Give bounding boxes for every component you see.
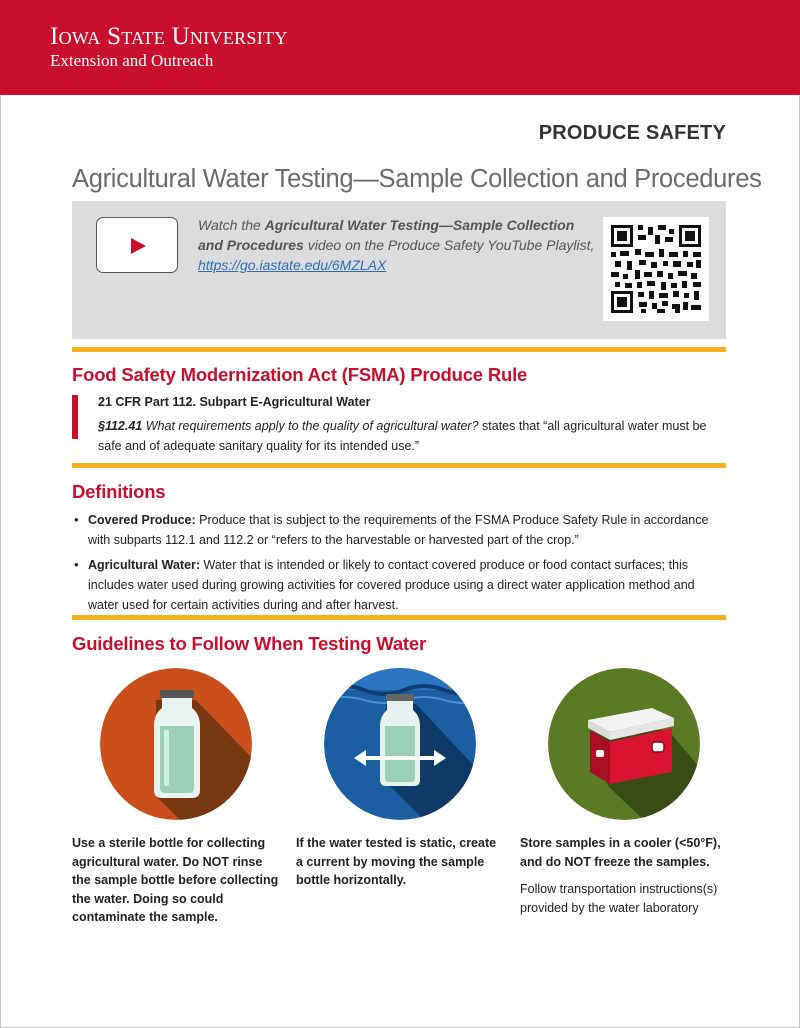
definition-text: Water that is intended or likely to contact covered produce or food contact surfaces; this includes water used during growing activities for covered produce using a direct water application method and water used for certain activities during and after harvest.: [88, 558, 695, 612]
video-link[interactable]: https://go.iastate.edu/6MZLAX: [198, 257, 387, 273]
guideline-caption: Store samples in a cooler (<50°F), and do NOT freeze the samples.: [520, 836, 721, 869]
category-label: PRODUCE SAFETY: [538, 122, 726, 144]
video-middle: video on the Produce Safety YouTube Playlist,: [303, 237, 595, 253]
guideline-note: Follow transportation instructions(s) provided by the water laboratory: [520, 882, 718, 915]
guideline-caption: Use a sterile bottle for collecting agricultural water. Do NOT rinse the sample bottle before collecting the water. Doing so could contaminate the sample.: [72, 836, 279, 924]
play-icon: [129, 237, 147, 255]
university-logo-text[interactable]: Iowa State University: [50, 23, 288, 50]
definition-text: Produce that is subject to the requirements of the FSMA Produce Safety Rule in accordance with subparts 112.1 and 112.2 or “refers to the harvestable or harvested part of the crop.”: [88, 513, 709, 547]
regulation-citation: 21 CFR Part 112. Subpart E-Agricultural Water: [98, 395, 371, 409]
definitions-list: [72, 510, 728, 620]
video-name: Agricultural Water Testing—Sample Collection and Procedures: [198, 217, 575, 253]
list-item: [72, 555, 728, 615]
definition-term: Covered Produce:: [88, 513, 196, 527]
regulation-question: What requirements apply to the quality of agricultural water?: [142, 419, 479, 433]
fsma-heading: Food Safety Modernization Act (FSMA) Produce Rule: [72, 364, 528, 385]
guideline-caption: If the water tested is static, create a current by moving the sample bottle horizontally.: [296, 836, 497, 887]
regulation-accent-bar: [72, 395, 78, 439]
section-reference: §112.41: [98, 419, 143, 433]
video-prefix: Watch the: [198, 217, 265, 233]
video-description: [198, 215, 598, 275]
header-banner: [0, 0, 800, 95]
divider-rule: [72, 347, 726, 352]
divider-rule: [72, 615, 726, 620]
cooler-icon: [548, 668, 700, 820]
qr-code[interactable]: [603, 217, 709, 321]
video-play-button[interactable]: [96, 217, 178, 273]
definitions-heading: Definitions: [72, 481, 166, 502]
qr-code-icon: [611, 225, 701, 313]
video-callout: [72, 201, 726, 339]
regulation-statement: [98, 416, 718, 456]
sterile-bottle-icon: [100, 668, 252, 820]
regulation-quote: states that “all agricultural water must be safe and of adequate sanitary quality for its intended use.”: [98, 419, 707, 453]
extension-subtitle: Extension and Outreach: [50, 51, 214, 70]
page-title: Agricultural Water Testing—Sample Collection and Procedures: [72, 165, 762, 193]
definition-term: Agricultural Water:: [88, 558, 201, 572]
list-item: [72, 510, 728, 550]
bottle-in-water-icon: [324, 668, 476, 820]
guidelines-heading: Guidelines to Follow When Testing Water: [72, 633, 426, 654]
divider-rule: [72, 463, 726, 468]
